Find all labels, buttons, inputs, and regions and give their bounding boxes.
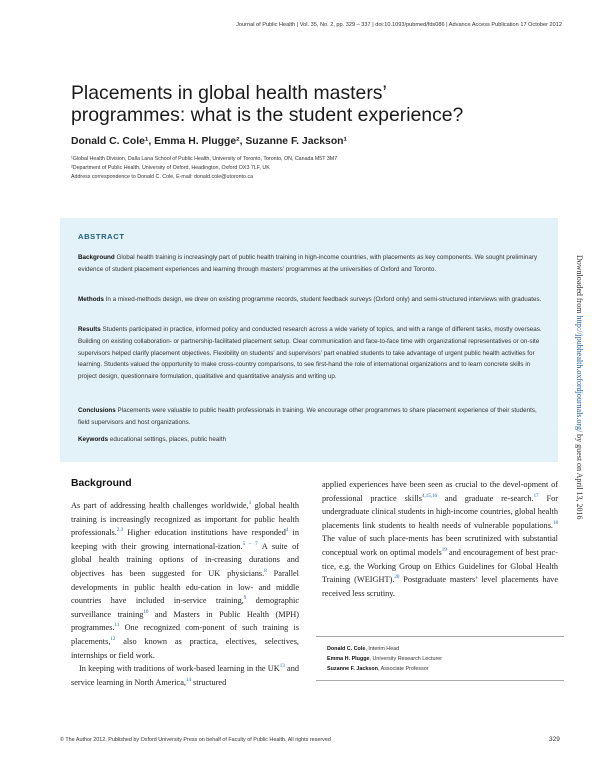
bio-divider: [316, 680, 564, 681]
abstract-conclusions-text: Placements were valuable to public health professionals in training. We encourage other programmes to share placement experience of their students, field supervisors and host organizations.: [78, 407, 537, 426]
abstract-methods-label: Methods: [78, 296, 104, 303]
page-number: 329: [549, 736, 560, 743]
citation-link[interactable]: 12: [110, 637, 116, 643]
citation-link[interactable]: 1: [248, 501, 252, 507]
abstract-methods-text: In a mixed-methods design, we drew on existing programme records, student feedback surveys (Oxford only) and semi-structured interviews with graduates.: [105, 296, 542, 303]
abstract-conclusions: [78, 405, 548, 429]
citation-link[interactable]: 13: [279, 664, 285, 670]
article-title: Placements in global health masters’ programmes: what is the student experience?: [71, 82, 464, 126]
author-list: Donald C. Cole¹, Emma H. Plugge², Suzanne F. Jackson¹: [71, 136, 347, 147]
citation-link[interactable]: 4: [285, 528, 289, 534]
abstract-keywords-label: Keywords: [78, 436, 109, 443]
bio-entry: Suzanne F. Jackson, Associate Professor: [327, 666, 429, 672]
bio-entry: Emma H. Plugge, University Research Lecturer: [327, 656, 443, 662]
affiliation-1: ¹Global Health Division, Dalla Lana School of Public Health, University of Toronto, Toronto, ON, Canada M5T 3M7: [71, 156, 338, 162]
download-notice-prefix: Downloaded from: [575, 255, 584, 316]
citation-link[interactable]: 20: [394, 575, 400, 581]
abstract-results-text: Students participated in practice, informed policy and conducted research across a wide variety of topics, and with a range of different tasks, mostly overseas. Building on existing collaboration- or partnership-facilitated placement setup. Clear communication and face-to-face time with organizational representatives or on-site supervisors helped clarify placement objectives. Flexibility on students’ and supervisors’ part enabled students to take advantage of urgent public health activities for learning. Students valued the opportunity to make cross-country comparisons, to see first-hand the role of international organizations and to learn concrete skills in project design, questionnaire formulation, qualitative and quantitative analysis and writing up.: [78, 326, 542, 381]
affiliation-2: ²Department of Public Health, University of Oxford, Headington, Oxford OX3 7LF, UK: [71, 165, 270, 171]
citation-link[interactable]: 17: [533, 493, 539, 499]
citation-link[interactable]: 9: [243, 596, 247, 602]
abstract-background-label: Background: [78, 254, 115, 261]
paragraph: As part of addressing health challenges worldwide,$^1$ global health training is increasingly recognized as important for public health professionals.$^{2,3}$ Higher education institutions have responded$^4$ in keeping with their growing international-ization.$^{5 - 7}$ A suite of global health training options of in-creasing durations and objectives has been suggested for UK physicians.$^8$ Parallel developments in public health edu-cation in low- and middle countries have included in-service training,$^9$ demographic surveillance training$^{10}$ and Masters in Public Health (MPH) programmes.$^{11}$ One recognized com-ponent of such training is placements,$^{12}$ also known as practica, electives, selectives, internships or field work.: [71, 501, 300, 660]
citation-link[interactable]: 5 – 7: [242, 542, 258, 548]
abstract-heading: ABSTRACT: [78, 232, 125, 241]
abstract-background: [78, 252, 548, 276]
citation-link[interactable]: 4,15,16: [422, 493, 438, 499]
paragraph: In keeping with traditions of work-based learning in the UK$^{13}$ and service learning in North America,$^{14}$ structured: [71, 664, 299, 687]
abstract-keywords-text: educational settings, places, public health: [109, 436, 227, 443]
abstract-methods: [78, 294, 548, 306]
running-head: Journal of Public Health | Vol. 35, No. 2, pp. 329 – 337 | doi:10.1093/pubmed/fds086 | Advance Access Publication 17 October 2012: [236, 22, 562, 28]
citation-link[interactable]: 8: [264, 569, 267, 575]
download-notice: [575, 255, 584, 520]
abstract-background-text: Global health training is increasingly part of public health training in high-income countries, with placements as key components. We sought preliminary evidence of student placement experiences and learning through masters’ programmes at the universities of Oxford and Toronto.: [78, 254, 538, 273]
left-column: [71, 499, 299, 689]
correspondence-address: Address correspondence to Donald C. Cole, E-mail: donald.cole@utoronto.ca: [71, 174, 254, 180]
copyright-notice: © The Author 2012, Published by Oxford University Press on behalf of Faculty of Public Health. All rights reserved: [60, 737, 331, 743]
download-notice-suffix: by guest on April 13, 2016: [575, 432, 584, 520]
abstract-box: [60, 218, 558, 462]
section-heading-background: Background: [71, 478, 132, 489]
abstract-results-label: Results: [78, 326, 101, 333]
abstract-conclusions-label: Conclusions: [78, 407, 116, 414]
right-column: [322, 478, 558, 600]
citation-link[interactable]: 18: [553, 521, 558, 527]
citation-link[interactable]: 10: [143, 609, 149, 615]
citation-link[interactable]: 11: [114, 623, 120, 629]
paragraph: applied experiences have been seen as crucial to the devel-opment of professional practice skills$^{4,15,16}$ and graduate re-search.$^{17}$ For undergraduate clinical students in high-income countries, global health placements link students to health needs of vulnerable populations.$^{18}$ The value of such place-ments has been scrutinized with substantial conceptual work on optimal models$^{19}$ and encouragement of best prac-tice, e.g. the Working Group on Ethics Guidelines for Global Health Training (WEIGHT).$^{20}$ Postgraduate masters’ level placements have received less scrutiny.: [322, 480, 559, 598]
abstract-keywords: [78, 434, 548, 446]
citation-link[interactable]: 2,3: [116, 528, 124, 534]
journal-link[interactable]: http://jpubhealth.oxfordjournals.org/: [575, 315, 584, 433]
bio-divider: [316, 636, 564, 637]
citation-link[interactable]: 14: [185, 677, 191, 683]
citation-link[interactable]: 19: [441, 548, 447, 554]
abstract-results: [78, 324, 548, 383]
bio-entry: Donald C. Cole, Interim Head: [327, 646, 400, 652]
